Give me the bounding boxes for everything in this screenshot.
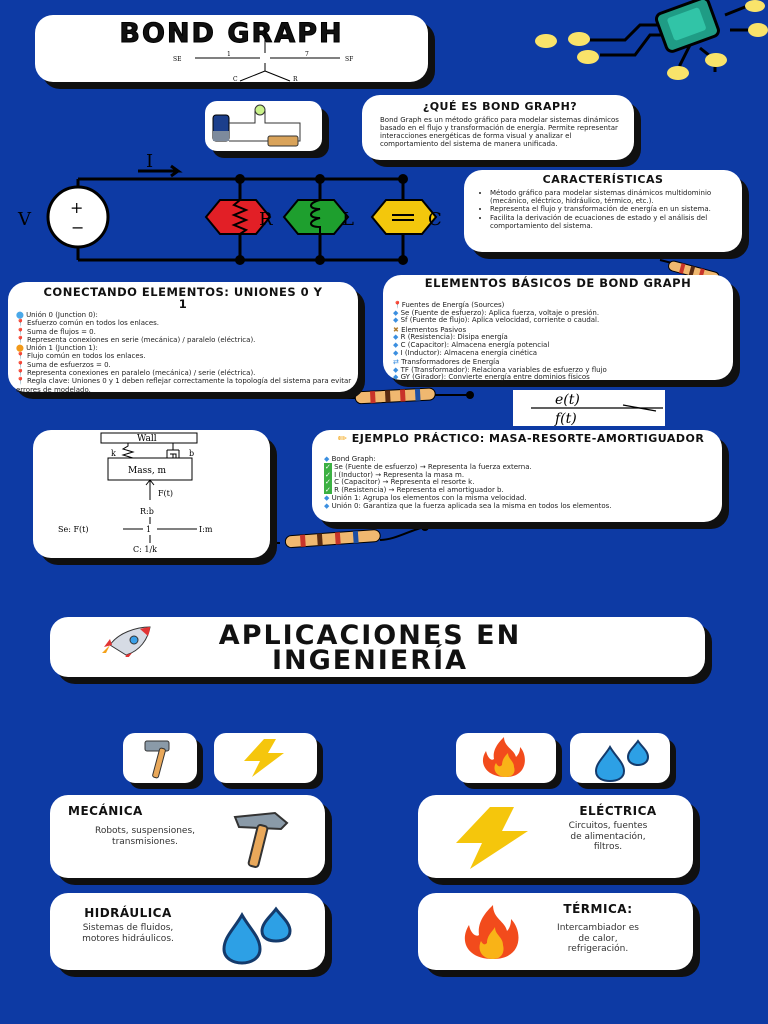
conectando-card bbox=[8, 282, 358, 392]
electrica-title: ELÉCTRICA bbox=[579, 804, 657, 818]
label-r: R bbox=[293, 76, 298, 83]
hammer-icon bbox=[225, 809, 300, 869]
hidraulica-card bbox=[50, 893, 325, 970]
pin-icon: 📍 bbox=[16, 352, 25, 361]
diamond-icon: ◆ bbox=[393, 373, 401, 382]
sources-heading: 📍Fuentes de Energía (Sources) bbox=[393, 301, 505, 309]
caracteristicas-title: CARACTERÍSTICAS bbox=[542, 173, 664, 186]
junction-1-label: 1 bbox=[146, 525, 152, 534]
battery-circuit-icon bbox=[205, 101, 322, 151]
plus-sign: + bbox=[70, 198, 84, 217]
pin-icon: 📍 bbox=[16, 335, 25, 344]
minus-sign: − bbox=[71, 218, 85, 237]
mecanica-title: MECÁNICA bbox=[68, 804, 143, 818]
force-label: F(t) bbox=[158, 489, 174, 498]
main-title: BOND GRAPH bbox=[119, 18, 344, 49]
list-item: ◆ TF (Transformador): Relaciona variables de esfuerzo y flujo bbox=[393, 365, 607, 374]
circuit-chip-decoration bbox=[530, 0, 768, 90]
lightning-icon bbox=[448, 803, 540, 873]
termica-card bbox=[418, 893, 693, 970]
inductor-label: L bbox=[342, 209, 354, 230]
list-item: 📍 Representa conexiones en serie (mecánica) / paralelo (eléctrica). bbox=[16, 335, 256, 344]
damper-b-label: b bbox=[189, 449, 195, 458]
diamond-icon: ◆ bbox=[393, 308, 401, 317]
pin-icon: 📍 bbox=[16, 369, 25, 378]
fire-tile bbox=[456, 733, 556, 783]
list-item: ✓ C (Capacitor) → Representa el resorte k. bbox=[325, 478, 475, 487]
electrica-card bbox=[418, 795, 693, 878]
caracteristicas-card bbox=[464, 170, 742, 252]
list-item: ✓ Se (Fuente de esfuerzo) → Representa la fuerza externa. bbox=[325, 462, 532, 471]
list-item: ✓ R (Resistencia) → Representa el amortiguador b. bbox=[325, 486, 504, 495]
rocket-icon bbox=[98, 623, 156, 657]
pin-icon: 📍 bbox=[16, 360, 25, 369]
battery-illustration-card bbox=[205, 101, 322, 151]
caracteristica-item: • Representa el flujo y transformación de energía en un sistema. bbox=[490, 205, 742, 213]
water-drops-icon bbox=[208, 905, 308, 965]
pencil-icon: ✏ bbox=[337, 432, 352, 445]
ejemplo-title: ✏ EJEMPLO PRÁCTICO: MASA-RESORTE-AMORTIGUADOR bbox=[337, 432, 705, 445]
list-item: ◆ C (Capacitor): Almacena energía potencial bbox=[393, 340, 550, 349]
pin-icon: 📍 bbox=[16, 377, 25, 386]
spring-k-label: k bbox=[111, 449, 116, 458]
caracteristica-item: • Facilita la derivación de ecuaciones de estado y el análisis del comportamiento del sistema. bbox=[490, 214, 742, 230]
regla-clave: 📍 Regla clave: Uniones 0 y 1 deben reflejar correctamente la topología del sistema para evitar errores de modelado. bbox=[16, 377, 352, 394]
ejemplo-body bbox=[324, 456, 714, 511]
union0-heading: ⬤ Unión 0 (Junction 0): bbox=[16, 311, 98, 319]
fire-icon bbox=[453, 903, 533, 963]
capacitor-label: C bbox=[428, 209, 442, 230]
conectando-body bbox=[16, 311, 354, 394]
pin-icon: 📍 bbox=[393, 301, 402, 309]
wall-label: Wall bbox=[137, 434, 157, 444]
hidraulica-text: Sistemas de fluidos, motores hidráulicos. bbox=[82, 923, 174, 944]
diamond-icon: ◆ bbox=[393, 365, 401, 374]
list-item: ✓ I (Inductor) → Representa la masa m. bbox=[325, 470, 465, 479]
list-item: ◆ I (Inductor): Almacena energía cinética bbox=[393, 348, 538, 357]
lightning-tile bbox=[214, 733, 317, 783]
que-es-text: Bond Graph es un método gráfico para modelar sistemas dinámicos basado en el flujo y transformación de energía. Permite representar interacciones energéticas de forma visual y analizar el comportamiento del sistema de manera unificada. bbox=[380, 116, 619, 148]
elementos-card bbox=[383, 275, 733, 380]
aplicaciones-title: APLICACIONES EN INGENIERÍA bbox=[218, 620, 522, 676]
se-label: Se: F(t) bbox=[58, 525, 89, 534]
fire-icon bbox=[456, 733, 556, 783]
termica-title: TÉRMICA: bbox=[563, 902, 633, 916]
c-label: C: 1/k bbox=[133, 545, 157, 554]
rlc-circuit bbox=[8, 145, 470, 270]
pin-icon: 📍 bbox=[16, 319, 25, 328]
caracteristicas-list bbox=[476, 189, 742, 230]
repeat-icon: ⇄ bbox=[393, 358, 402, 367]
lightning-icon bbox=[214, 733, 317, 783]
orange-dot-icon: ⬤ bbox=[16, 344, 27, 353]
mass-spring-diagram-card bbox=[33, 430, 270, 558]
resistor-label: R bbox=[259, 209, 273, 230]
transformadores-heading: ⇄ Transformadores de Energía bbox=[393, 358, 500, 367]
diamond-icon: ◆ bbox=[324, 493, 332, 502]
list-item: ◆ Sf (Fuente de flujo): Aplica velocidad, corriente o caudal. bbox=[393, 316, 600, 325]
voltage-label: V bbox=[18, 209, 31, 230]
formula-box bbox=[513, 390, 665, 426]
elementos-title: ELEMENTOS BÁSICOS DE BOND GRAPH bbox=[424, 276, 692, 290]
list-item: ◆ Unión 1: Agrupa los elementos con la misma velocidad. bbox=[324, 493, 527, 502]
ejemplo-card bbox=[312, 430, 722, 522]
label-se: SE bbox=[173, 56, 182, 63]
pin-icon: 📍 bbox=[16, 327, 25, 336]
mass-spring-damper-diagram bbox=[33, 430, 270, 558]
conectando-title: CONECTANDO ELEMENTOS: UNIONES 0 Y 1 bbox=[43, 285, 323, 311]
check-icon: ✓ bbox=[325, 470, 331, 479]
bond-graph-diagram bbox=[165, 23, 365, 83]
diamond-icon: ◆ bbox=[393, 316, 401, 325]
termica-text: Intercambiador es de calor, refrigeración. bbox=[557, 923, 639, 954]
hammer-tile bbox=[123, 733, 197, 783]
diamond-icon: ◆ bbox=[393, 348, 401, 357]
diamond-icon: ◆ bbox=[324, 501, 332, 510]
caracteristica-item: • Método gráfico para modelar sistemas dinámicos multidominio (mecánico, eléctrico, hidráulico, térmico, etc.). bbox=[490, 189, 742, 205]
list-item: ◆ GY (Girador): Convierte energía entre dominios físicos bbox=[393, 373, 590, 382]
check-icon: ✓ bbox=[325, 462, 331, 471]
tools-icon: ✖ bbox=[393, 325, 402, 334]
rb-label: R:b bbox=[140, 507, 154, 516]
label-c: C bbox=[233, 76, 238, 83]
formula-numerator: e(t) bbox=[555, 392, 580, 408]
hidraulica-title: HIDRÁULICA bbox=[84, 906, 172, 920]
blue-dot-icon: ⬤ bbox=[16, 311, 27, 319]
current-label: I bbox=[146, 151, 154, 172]
pasivos-heading: ✖ Elementos Pasivos bbox=[393, 325, 467, 334]
aplicaciones-title-card bbox=[50, 617, 705, 677]
list-item: ◆ Unión 0: Garantiza que la fuerza aplicada sea la misma en todos los elementos. bbox=[324, 501, 612, 510]
label-7: 7 bbox=[305, 51, 309, 58]
label-1: 1 bbox=[227, 51, 231, 58]
im-label: I:m bbox=[199, 525, 213, 534]
check-icon: ✓ bbox=[325, 478, 331, 487]
mass-label: Mass, m bbox=[128, 466, 167, 476]
water-drops-icon bbox=[570, 733, 670, 783]
electrica-text: Circuitos, fuentes de alimentación, filtros. bbox=[568, 821, 648, 852]
fraction bbox=[513, 390, 665, 426]
list-item: 📍 Suma de flujos = 0. bbox=[16, 327, 96, 336]
title-card bbox=[35, 15, 428, 82]
mecanica-text: Robots, suspensiones, transmisiones. bbox=[94, 826, 196, 847]
formula-denominator: f(t) bbox=[555, 411, 577, 426]
water-drops-tile bbox=[570, 733, 670, 783]
diamond-icon: ◆ bbox=[393, 340, 401, 349]
check-icon: ✓ bbox=[325, 486, 331, 495]
list-item: 📍 Representa conexiones en paralelo (mecánica) / serie (eléctrica). bbox=[16, 369, 256, 378]
list-item: ◆ Se (Fuente de esfuerzo): Aplica fuerza, voltaje o presión. bbox=[393, 308, 600, 317]
elementos-body bbox=[393, 302, 727, 382]
list-item: ◆ R (Resistencia): Disipa energía bbox=[393, 333, 508, 342]
list-item: 📍 Suma de esfuerzos = 0. bbox=[16, 360, 111, 369]
diamond-icon: ◆ bbox=[393, 333, 401, 342]
label-sf: SF bbox=[345, 56, 354, 63]
list-item: 📍 Esfuerzo común en todos los enlaces. bbox=[16, 319, 160, 328]
union1-heading: ⬤ Unión 1 (Junction 1): bbox=[16, 344, 98, 353]
list-item: ◆ Bond Graph: bbox=[324, 455, 376, 463]
que-es-title: ¿QUÉ ES BOND GRAPH? bbox=[422, 100, 578, 113]
diamond-icon: ◆ bbox=[324, 455, 332, 463]
list-item: 📍 Flujo común en todos los enlaces. bbox=[16, 352, 146, 361]
hammer-icon bbox=[123, 733, 197, 783]
mecanica-card bbox=[50, 795, 325, 878]
